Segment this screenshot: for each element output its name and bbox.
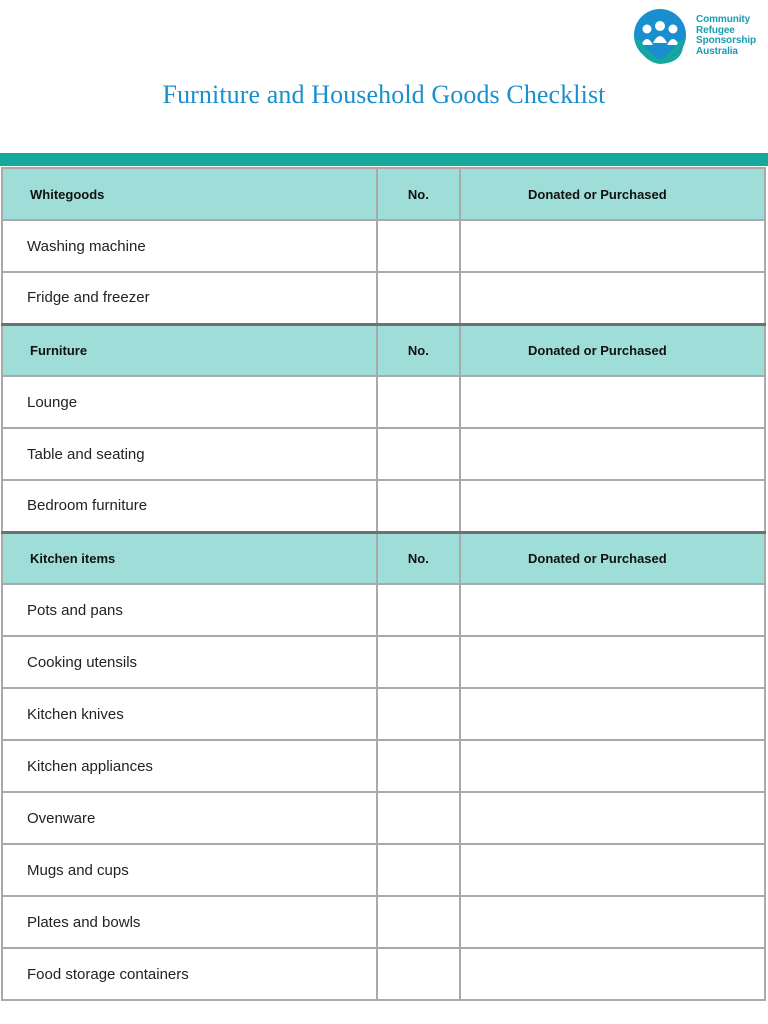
donated-or-purchased-cell[interactable] [460, 376, 765, 428]
quantity-cell[interactable] [377, 272, 460, 324]
section-header-row [2, 168, 765, 220]
donated-or-purchased-cell[interactable] [460, 480, 765, 532]
quantity-cell[interactable] [377, 844, 460, 896]
item-name: Plates and bowls [2, 896, 377, 948]
table-row [2, 948, 765, 1000]
section-heading: Furniture [2, 324, 377, 376]
donated-or-purchased-cell[interactable] [460, 428, 765, 480]
donated-or-purchased-cell[interactable] [460, 896, 765, 948]
donated-or-purchased-cell[interactable] [460, 844, 765, 896]
table-row [2, 220, 765, 272]
donated-or-purchased-cell[interactable] [460, 584, 765, 636]
table-row [2, 688, 765, 740]
item-name: Pots and pans [2, 584, 377, 636]
table-row [2, 272, 765, 324]
column-header-donated-or-purchased: Donated or Purchased [460, 532, 765, 584]
item-name: Lounge [2, 376, 377, 428]
quantity-cell[interactable] [377, 688, 460, 740]
quantity-cell[interactable] [377, 896, 460, 948]
quantity-cell[interactable] [377, 740, 460, 792]
item-name: Bedroom furniture [2, 480, 377, 532]
table-row [2, 376, 765, 428]
logo-text-line: Community [696, 14, 751, 25]
item-name: Fridge and freezer [2, 272, 377, 324]
section-heading: Whitegoods [2, 168, 377, 220]
item-name: Kitchen appliances [2, 740, 377, 792]
section-header-row [2, 532, 765, 584]
quantity-cell[interactable] [377, 636, 460, 688]
table-row [2, 844, 765, 896]
organization-logo [631, 9, 761, 67]
column-header-donated-or-purchased: Donated or Purchased [460, 324, 765, 376]
page-title: Furniture and Household Goods Checklist [162, 80, 606, 109]
donated-or-purchased-cell[interactable] [460, 688, 765, 740]
column-header-no: No. [377, 324, 460, 376]
quantity-cell[interactable] [377, 220, 460, 272]
column-header-donated-or-purchased: Donated or Purchased [460, 168, 765, 220]
quantity-cell[interactable] [377, 428, 460, 480]
column-header-no: No. [377, 168, 460, 220]
item-name: Mugs and cups [2, 844, 377, 896]
quantity-cell[interactable] [377, 584, 460, 636]
logo-text-line: Sponsorship [696, 35, 757, 46]
table-row [2, 428, 765, 480]
table-row [2, 792, 765, 844]
quantity-cell[interactable] [377, 480, 460, 532]
table-row [2, 636, 765, 688]
table-row [2, 584, 765, 636]
donated-or-purchased-cell[interactable] [460, 272, 765, 324]
quantity-cell[interactable] [377, 948, 460, 1000]
donated-or-purchased-cell[interactable] [460, 220, 765, 272]
logo-wordmark [696, 15, 756, 57]
accent-bar [0, 153, 768, 166]
logo-text-line: Australia [696, 45, 738, 57]
logo-text-line: Refugee [696, 24, 735, 36]
table-row [2, 740, 765, 792]
quantity-cell[interactable] [377, 376, 460, 428]
donated-or-purchased-cell[interactable] [460, 740, 765, 792]
checklist-table [1, 167, 766, 1001]
donated-or-purchased-cell[interactable] [460, 636, 765, 688]
people-in-hands-logo-icon [631, 9, 689, 65]
item-name: Ovenware [2, 792, 377, 844]
item-name: Table and seating [2, 428, 377, 480]
item-name: Cooking utensils [2, 636, 377, 688]
table-row [2, 896, 765, 948]
item-name: Washing machine [2, 220, 377, 272]
item-name: Food storage containers [2, 948, 377, 1000]
section-header-row [2, 324, 765, 376]
quantity-cell[interactable] [377, 792, 460, 844]
table-row [2, 480, 765, 532]
item-name: Kitchen knives [2, 688, 377, 740]
section-heading: Kitchen items [2, 532, 377, 584]
donated-or-purchased-cell[interactable] [460, 948, 765, 1000]
column-header-no: No. [377, 532, 460, 584]
donated-or-purchased-cell[interactable] [460, 792, 765, 844]
